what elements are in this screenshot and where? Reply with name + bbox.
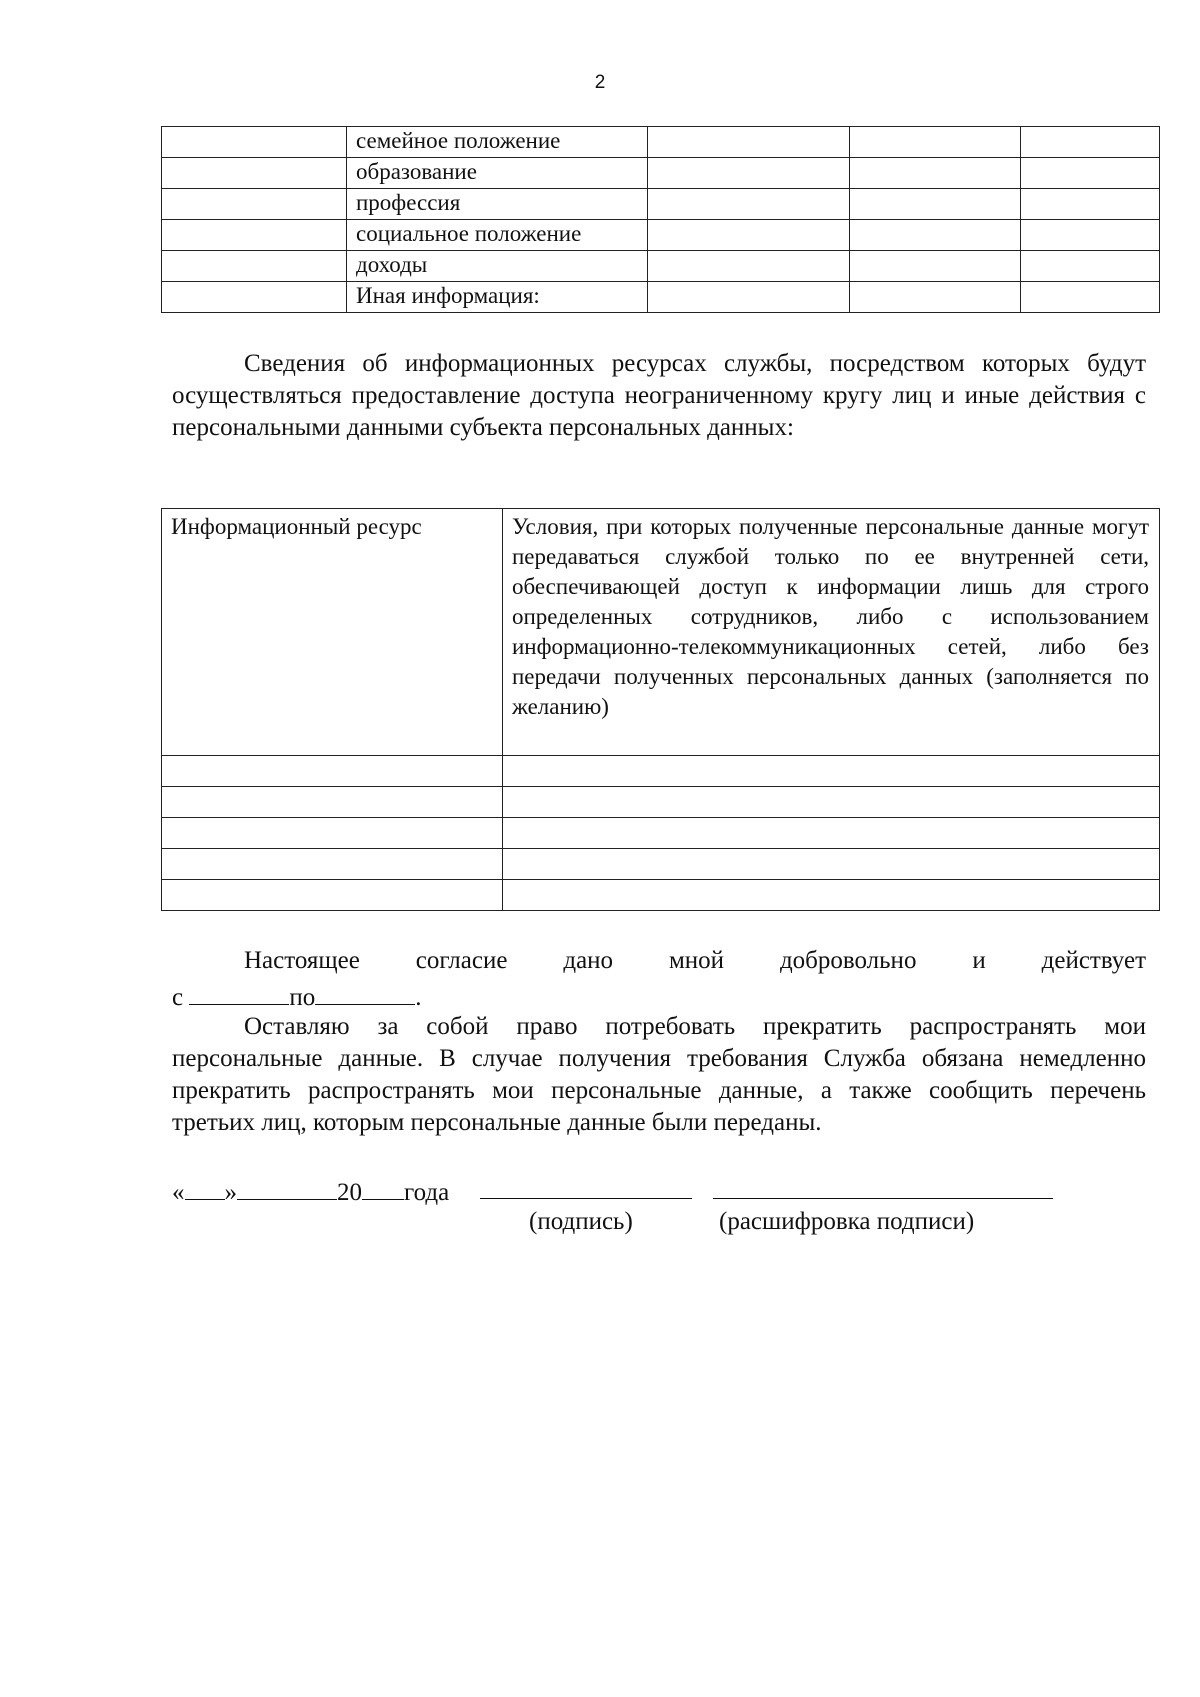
table-row [162,220,1160,251]
year-blank[interactable] [362,1173,404,1200]
information-resources-table [161,508,1160,911]
table-cell [503,756,1160,787]
revocation-paragraph: Оставляю за собой право потребовать прекратить распространять мои персональные данные. В случае получения требования Служба обязана немедленно прекратить распространять мои персональные данные, а также сообщить перечень третьих лиц, которым персональные данные были переданы. [172,1013,1146,1136]
day-blank[interactable] [185,1173,225,1200]
table-cell [503,849,1160,880]
table-cell [1021,220,1160,251]
table-cell [648,220,850,251]
category-label: Иная информация: [347,282,648,313]
table-cell [162,849,503,880]
table-row [162,787,1160,818]
category-label: профессия [347,189,648,220]
table-cell [162,189,347,220]
table-cell [648,158,850,189]
table-cell [850,251,1021,282]
table-cell [648,282,850,313]
table-row [162,158,1160,189]
quote-open: « [172,1179,185,1206]
signature-blank[interactable] [480,1198,692,1199]
signature-line [172,1173,449,1209]
table-cell [162,251,347,282]
table-cell [162,282,347,313]
table-cell [162,787,503,818]
table-row [162,756,1160,787]
resource-header: Информационный ресурс [162,509,503,756]
signature-decode-blank[interactable] [713,1198,1053,1199]
table-cell [850,282,1021,313]
table-cell [162,756,503,787]
year-word: года [404,1179,450,1206]
table-cell [503,818,1160,849]
category-label: семейное положение [347,127,648,158]
consent-to-label: по [289,984,316,1011]
table-cell [1021,158,1160,189]
table-cell [648,189,850,220]
category-label: образование [347,158,648,189]
conditions-header: Условия, при которых полученные персональные данные могут передаваться службой только по ее внутренней сети, обеспечивающей доступ к информации лишь для строго определенных сотрудников, либо с использованием информационно-телекоммуникационных сетей, либо без передачи полученных персональных данных (заполняется по желанию) [503,509,1160,756]
category-label: доходы [347,251,648,282]
signature-caption: (подпись) [529,1208,633,1235]
table-cell [1021,251,1160,282]
page-number: 2 [594,72,606,93]
table-row [162,251,1160,282]
quote-close: » [224,1179,237,1206]
table-cell [503,787,1160,818]
table-cell [850,158,1021,189]
year-prefix: 20 [337,1179,362,1206]
table-cell [648,127,850,158]
table-row [162,189,1160,220]
table-cell [162,818,503,849]
table-cell [850,189,1021,220]
table-row [162,849,1160,880]
table-cell [162,127,347,158]
period-end-dot: . [415,984,422,1011]
table-cell [162,158,347,189]
resources-intro-paragraph: Сведения об информационных ресурсах службы, посредством которых будут осуществляться предоставление доступа неограниченному кругу лиц и иные действия с персональными данными субъекта персональных данных: [172,350,1146,441]
table-cell [850,127,1021,158]
date-to-blank[interactable] [315,978,415,1005]
consent-paragraph: Настоящее согласие дано мной добровольно и действует [244,947,1146,974]
date-from-blank[interactable] [189,978,289,1005]
category-label: социальное положение [347,220,648,251]
table-row [162,282,1160,313]
signature-decode-caption: (расшифровка подписи) [719,1208,975,1235]
personal-data-categories-table [161,126,1160,313]
table-row [162,880,1160,911]
table-cell [1021,282,1160,313]
table-cell [503,880,1160,911]
consent-period-line [172,978,422,1014]
table-cell [1021,127,1160,158]
month-blank[interactable] [237,1173,337,1200]
table-cell [162,880,503,911]
table-cell [1021,189,1160,220]
table-cell [850,220,1021,251]
consent-from-label: с [172,984,184,1011]
table-cell [648,251,850,282]
table-header-row [162,509,1160,756]
table-cell [162,220,347,251]
table-row [162,818,1160,849]
table-row [162,127,1160,158]
